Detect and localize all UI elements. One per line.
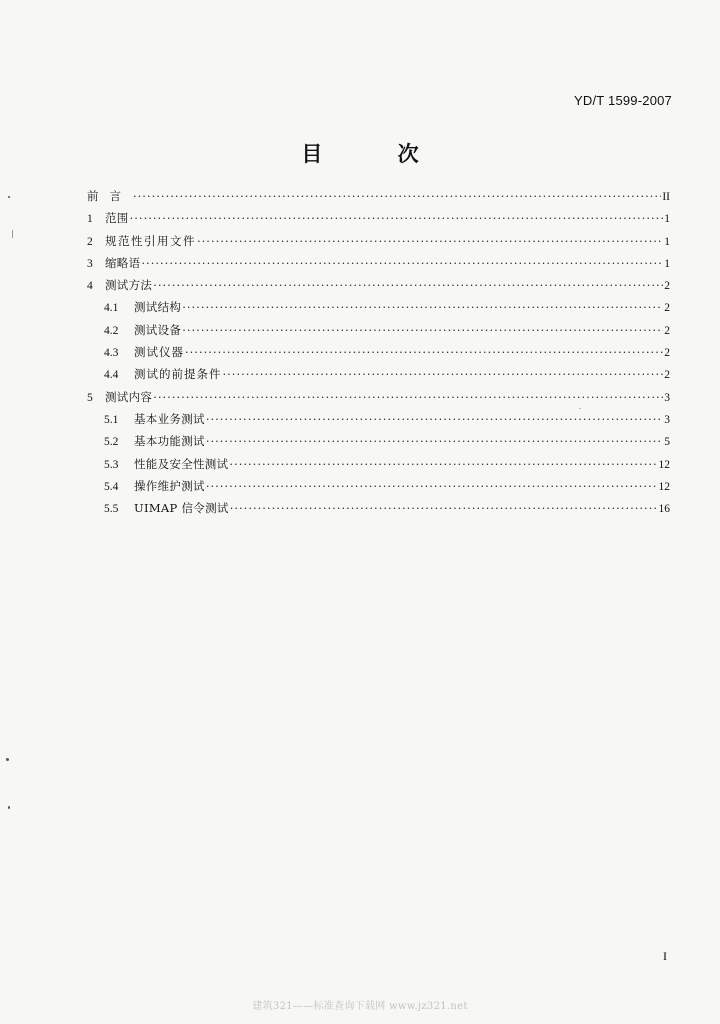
toc-entry-label: 测试的前提条件	[134, 367, 222, 382]
toc-leader-dots	[197, 234, 663, 248]
toc-entry-label: 规范性引用文件	[105, 233, 196, 248]
toc-entry-page: 2	[664, 369, 670, 382]
toc-entry-number: 1	[87, 213, 93, 226]
toc-leader-dots	[182, 300, 663, 314]
toc-entry-normative-references[interactable]	[87, 233, 670, 255]
toc-entry-number: 4.1	[104, 302, 119, 315]
toc-leader-dots	[153, 390, 663, 404]
scan-speck	[579, 408, 581, 409]
toc-entry-number: 5.2	[104, 436, 119, 449]
standard-code: YD/T 1599-2007	[574, 93, 672, 108]
toc-entry-page: 5	[664, 436, 670, 449]
toc-leader-dots	[229, 457, 657, 471]
toc-entry-number: 4	[87, 280, 93, 293]
toc-entry-test-instruments[interactable]	[87, 344, 670, 366]
toc-leader-dots	[182, 323, 663, 337]
toc-entry-label: UIMAP 信令测试	[134, 501, 229, 516]
toc-entry-operation-maintenance-test[interactable]	[87, 478, 670, 500]
toc-entry-page: 12	[658, 480, 670, 493]
toc-entry-basic-function-test[interactable]	[87, 433, 670, 455]
toc-leader-dots	[230, 501, 658, 515]
toc-entry-label: 测试方法	[105, 278, 153, 293]
toc-entry-number: 5.4	[104, 480, 119, 493]
toc-entry-page: 1	[664, 213, 670, 226]
toc-entry-number: 2	[87, 235, 93, 248]
toc-entry-label: 测试内容	[105, 389, 153, 404]
toc-entry-label: 缩略语	[105, 255, 141, 270]
toc-entry-page: 2	[664, 302, 670, 315]
toc-entry-test-methods[interactable]	[87, 277, 670, 299]
scan-speck	[12, 230, 13, 238]
toc-leader-dots	[141, 256, 663, 270]
toc-entry-performance-security-test[interactable]	[87, 456, 670, 478]
toc-entry-label: 基本功能测试	[134, 434, 205, 449]
toc-entry-page: 2	[664, 324, 670, 337]
toc-entry-page: 1	[664, 235, 670, 248]
page-number: I	[663, 949, 667, 963]
toc-entry-test-preconditions[interactable]	[87, 366, 670, 388]
toc-leader-dots	[223, 367, 664, 381]
toc-leader-dots	[185, 345, 663, 359]
watermark-text: 建筑321——标准查询下载网 www.jz321.net	[252, 1001, 468, 1012]
toc-leader-dots	[206, 412, 663, 426]
toc-entry-page: 2	[664, 280, 670, 293]
scan-speck	[8, 806, 10, 809]
toc-entry-number: 5.5	[104, 503, 119, 516]
toc-entry-uimap-signaling-test[interactable]	[87, 500, 670, 522]
toc-entry-label: 测试仪器	[134, 345, 184, 360]
toc-entry-page: 16	[658, 503, 670, 516]
toc-entry-basic-service-test[interactable]	[87, 411, 670, 433]
toc-entry-number: 4.3	[104, 347, 119, 360]
toc-entry-label: 操作维护测试	[134, 478, 205, 493]
toc-leader-dots	[206, 434, 663, 448]
toc-entry-number: 4.2	[104, 324, 119, 337]
toc-entry-test-structure[interactable]	[87, 299, 670, 321]
toc-leader-dots	[206, 479, 658, 493]
toc-entry-number: 4.4	[104, 369, 119, 382]
toc-entry-label: 前言	[87, 189, 132, 203]
toc-entry-number: 5.1	[104, 413, 119, 426]
toc-entry-test-equipment[interactable]	[87, 322, 670, 344]
toc-title: 目 次	[301, 142, 453, 166]
toc-entry-page: 1	[664, 257, 670, 270]
toc-entry-number: 5.3	[104, 458, 119, 471]
scan-speck	[6, 758, 9, 761]
toc-leader-dots	[130, 211, 663, 225]
toc-entry-page: 3	[664, 391, 670, 404]
toc-entry-scope[interactable]	[87, 210, 670, 232]
toc-entry-page: II	[662, 191, 670, 203]
toc-entry-number: 3	[87, 257, 93, 270]
toc-entry-page: 12	[658, 458, 670, 471]
toc-leader-dots	[153, 278, 663, 292]
table-of-contents	[87, 188, 670, 522]
toc-entry-test-contents[interactable]	[87, 389, 670, 411]
toc-entry-label: 性能及安全性测试	[134, 456, 229, 471]
toc-entry-label: 测试结构	[134, 300, 182, 315]
toc-entry-foreword[interactable]	[87, 188, 670, 210]
toc-entry-label: 范围	[105, 211, 129, 226]
toc-entry-page: 2	[664, 347, 670, 360]
toc-entry-label: 测试设备	[134, 322, 182, 337]
toc-leader-dots	[133, 189, 661, 203]
toc-entry-label: 基本业务测试	[134, 411, 205, 426]
toc-entry-abbreviations[interactable]	[87, 255, 670, 277]
scan-speck	[8, 196, 10, 198]
toc-entry-page: 3	[664, 413, 670, 426]
toc-entry-number: 5	[87, 391, 93, 404]
